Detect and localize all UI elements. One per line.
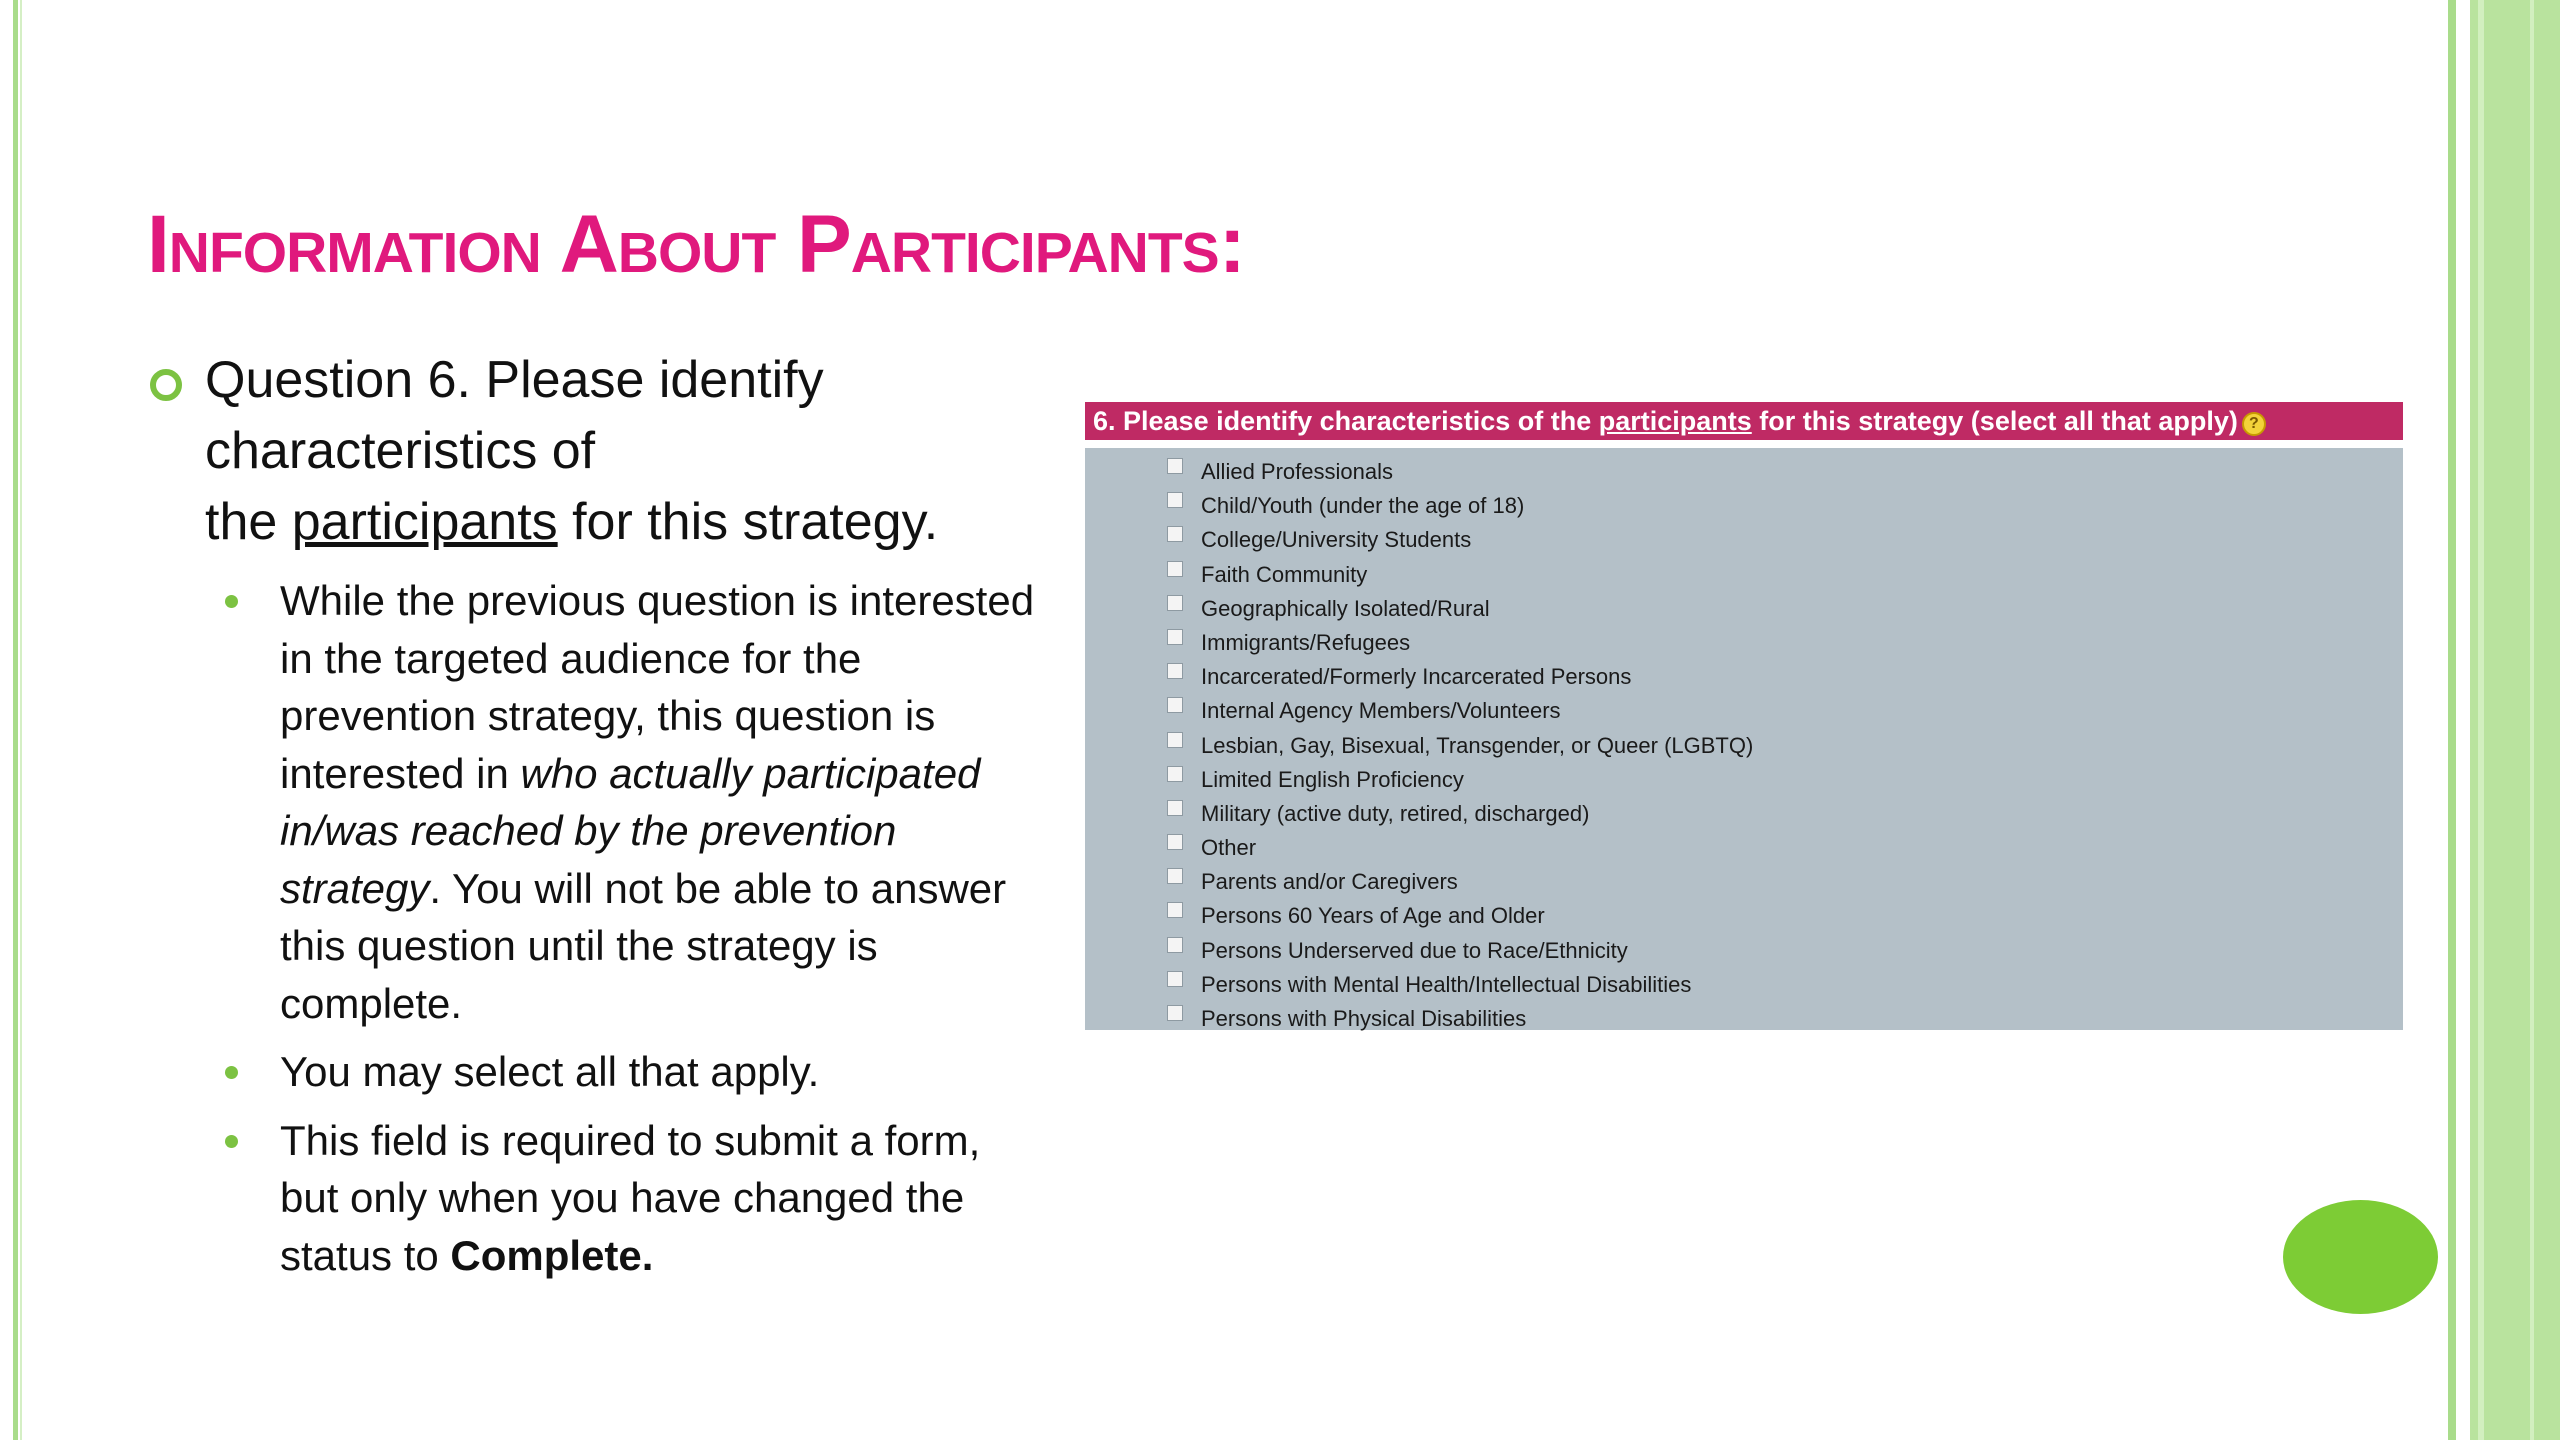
checkbox-option-label: Incarcerated/Formerly Incarcerated Persons [1201, 664, 1632, 690]
checkbox-option-label: Child/Youth (under the age of 18) [1201, 493, 1525, 519]
slide-title: Information About Participants: [147, 199, 1245, 290]
checkbox-option-label: Limited English Proficiency [1201, 766, 1464, 792]
question-participants-underlined: participants [291, 493, 558, 551]
question-bullet [150, 345, 1050, 558]
checkbox-option-label: Military (active duty, retired, discharged) [1201, 800, 1590, 826]
checkbox-option-label: College/University Students [1201, 527, 1472, 553]
form-header-post: for this strategy (select all that apply) [1751, 406, 2238, 436]
checkbox[interactable] [1167, 595, 1183, 611]
slide-frame-right-stripe-2 [2530, 0, 2534, 1440]
dot-bullet-icon [225, 1135, 238, 1148]
form-header-pre: 6. Please identify characteristics of the [1093, 406, 1599, 436]
form-header-participants-link[interactable]: participants [1598, 406, 1752, 436]
sub-bullet-previous-question [280, 572, 1050, 1032]
checkbox[interactable] [1167, 834, 1183, 850]
slide-content [150, 345, 1050, 1295]
sub-bullet-select-all [280, 1043, 1050, 1101]
checkbox[interactable] [1167, 629, 1183, 645]
checkbox[interactable] [1167, 800, 1183, 816]
checkbox[interactable] [1167, 937, 1183, 953]
participants-form-screenshot [1085, 402, 2403, 1030]
slide-frame-right-stripe [2478, 0, 2484, 1440]
sub-bullet-required-field [280, 1112, 1050, 1285]
slide-frame-left-line [13, 0, 18, 1440]
form-options-panel [1085, 448, 2403, 1030]
hollow-circle-bullet-icon [150, 369, 182, 401]
sub-bullet-1-text: While the previous question is interested in the targeted audience for the prevention strategy, this question is interested in [280, 577, 1035, 797]
sub-bullet-3-text: This field is required to submit a form, but only when you have changed the status to [280, 1116, 981, 1279]
help-icon[interactable]: ? [2242, 412, 2266, 436]
checkbox-option-label: Allied Professionals [1201, 459, 1393, 484]
checkbox-option-label: Other [1201, 835, 1257, 861]
checkbox-option-label: Geographically Isolated/Rural [1201, 595, 1490, 621]
checkbox[interactable] [1167, 1005, 1183, 1021]
checkbox[interactable] [1167, 766, 1183, 782]
checkbox-option-label: Parents and/or Caregivers [1201, 869, 1458, 895]
sub-bullet-list [150, 572, 1050, 1284]
checkbox-option-label: Internal Agency Members/Volunteers [1201, 698, 1561, 724]
checkbox[interactable] [1167, 663, 1183, 679]
checkbox-option-label: Persons 60 Years of Age and Older [1201, 903, 1545, 929]
checkbox[interactable] [1167, 868, 1183, 884]
form-question-header [1085, 402, 2403, 440]
checkbox[interactable] [1167, 697, 1183, 713]
question-line-3-pre: the [205, 493, 292, 551]
checkbox[interactable] [1167, 526, 1183, 542]
sub-bullet-1-italic: who actually participated in/was reached by the prevention strategy [280, 749, 981, 912]
checkbox-option-label: Immigrants/Refugees [1201, 629, 1411, 655]
question-line-1: Question 6. Please identify [205, 351, 824, 409]
checkbox[interactable] [1167, 492, 1183, 508]
checkbox-option-label: Faith Community [1201, 561, 1368, 587]
checkbox-option-label: Lesbian, Gay, Bisexual, Transgender, or Queer (LGBTQ) [1201, 732, 1754, 758]
checkbox[interactable] [1167, 902, 1183, 918]
checkbox[interactable] [1167, 561, 1183, 577]
checkbox[interactable] [1167, 732, 1183, 748]
dot-bullet-icon [225, 595, 238, 608]
checkbox[interactable] [1167, 458, 1183, 474]
sub-bullet-3-bold: Complete. [450, 1231, 654, 1279]
sub-bullet-2-text: You may select all that apply. [280, 1048, 820, 1095]
decorative-green-oval [2283, 1200, 2438, 1314]
question-line-3-post: for this strategy. [557, 493, 939, 551]
sub-bullet-1-text-end: . You will not be able to answer this question until the strategy is complete. [280, 864, 1007, 1027]
checkbox[interactable] [1167, 971, 1183, 987]
checkbox-option-label: Persons with Physical Disabilities [1201, 1006, 1527, 1031]
checkbox-option-label: Persons Underserved due to Race/Ethnicity [1201, 937, 1628, 963]
slide-frame-right-line [2448, 0, 2456, 1440]
dot-bullet-icon [225, 1066, 238, 1079]
checkbox-option-label: Persons with Mental Health/Intellectual Disabilities [1201, 971, 1692, 997]
question-line-2: characteristics of [205, 422, 596, 480]
slide-frame-left-line-light [20, 0, 22, 1440]
